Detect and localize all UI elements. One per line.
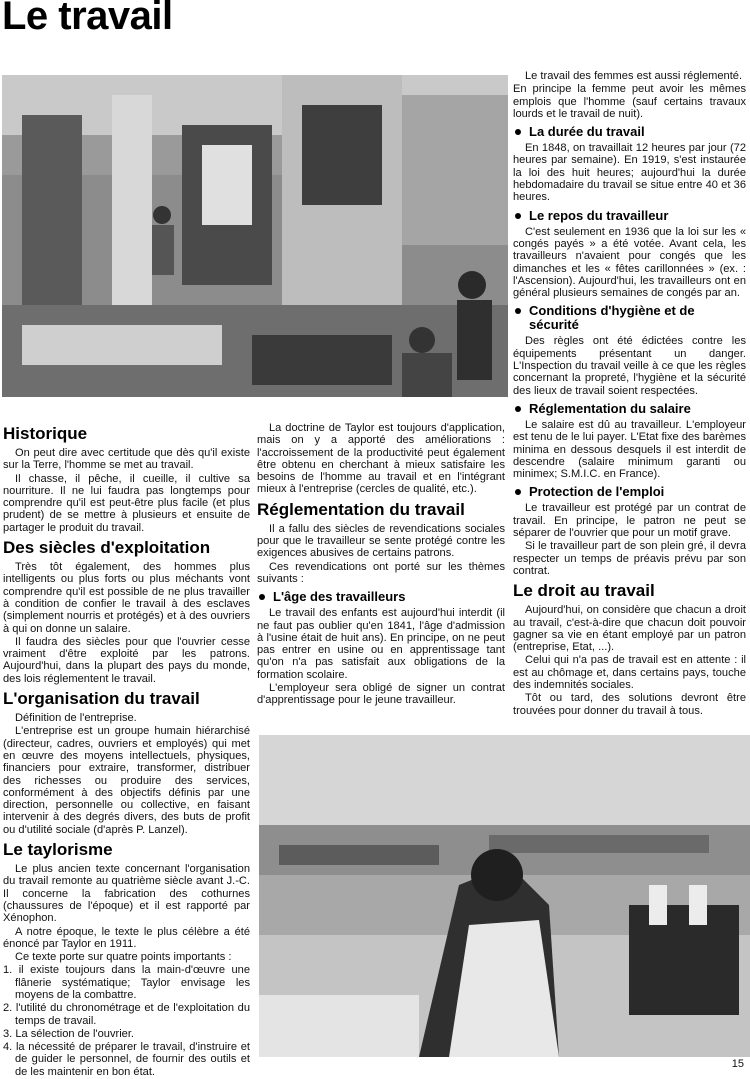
bullet-icon (515, 129, 521, 135)
paragraph: Il faudra des siècles pour que l'ouvrier cesse vraiment d'être exploité par les patrons. Aujourd'hui, dans la plupart des pays du monde, des lois réglementent le travail. (3, 635, 250, 685)
paragraph: Il a fallu des siècles de revendications sociales pour que le travailleur se sente protégé contre les exigences abusives de certains patrons. (257, 522, 505, 560)
column-middle (257, 422, 505, 708)
taylor-points-list (3, 964, 250, 1078)
paragraph: Tôt ou tard, des solutions devront être trouvées pour donner du travail à tous. (513, 692, 746, 717)
paragraph: Si le travailleur part de son plein gré, il devra respecter un temps de préavis prévu par son contrat. (513, 540, 746, 577)
subheading-age: L'âge des travailleurs (257, 590, 505, 604)
paragraph: A notre époque, le texte le plus célèbre a été énoncé par Taylor en 1911. (3, 925, 250, 950)
paragraph: Ces revendications ont porté sur les thèmes suivants : (257, 560, 505, 585)
list-item: 1. il existe toujours dans la main-d'œuvre une flânerie systématique; Taylor envisage les moyens de la combattre. (3, 964, 250, 1001)
subheading-repos: Le repos du travailleur (513, 209, 746, 223)
paragraph: En 1848, on travaillait 12 heures par jour (72 heures par semaine). En 1919, s'est instaurée la loi des huit heures; aujourd'hui la durée hebdomadaire du travail se situe entre 40 et 36 heures. (513, 142, 746, 204)
page-number: 15 (731, 1058, 744, 1070)
list-item: 2. l'utilité du chronométrage et de l'exploitation du temps de travail. (3, 1002, 250, 1027)
paragraph: La doctrine de Taylor est toujours d'application, mais on y a apporté des améliorations : l'accroissement de la productivité peut également être obtenu en cherchant à mieux satisfaire les besoins de l'homme au travail et en l'intégrant mieux à l'entreprise (cercles de qualité, etc.). (257, 422, 505, 496)
seamstress-photo (259, 735, 750, 1057)
bullet-icon (515, 213, 521, 219)
paragraph: Le travail des enfants est aujourd'hui interdit (il ne faut pas oublier qu'en 1841, l'âge d'admission à l'usine était de huit ans). En principe, on ne peut pas entrer en usine ou en apprentissage tant qu'on n'a pas satisfait aux obligations de la formation scolaire. (257, 607, 505, 681)
heading-droit: Le droit au travail (513, 581, 655, 601)
paragraph: On peut dire avec certitude que dès qu'il existe sur la Terre, l'homme se met au travail. (3, 447, 250, 472)
list-item: 4. la nécessité de préparer le travail, d'instruire et de guider le personnel, de fournir des outils et de les maintenir en bon état. (3, 1041, 250, 1078)
paragraph: Très tôt également, des hommes plus intelligents ou plus forts ou plus méchants vont comprendre qu'il est possible de ne plus travailler à condition de confier le travail à des esclaves (simplement nourris et protégés) et à des ouvriers à qui on donne un salaire. (3, 561, 250, 635)
column-left (3, 420, 250, 1079)
paragraph: En principe la femme peut avoir les mêmes emplois que l'homme (sauf certains travaux lourds et le travail de nuit). (513, 83, 746, 120)
paragraph: Il chasse, il pêche, il cueille, il cultive sa nourriture. Il ne lui faudra pas longtemps pour comprendre qu'il est peut-être plus facile (et plus prudent) de se mettre à plusieurs et ensuite de partager le produit du travail. (3, 472, 250, 534)
paragraph: L'employeur sera obligé de signer un contrat d'apprentissage pour le jeune travailleur. (257, 682, 505, 707)
column-right (513, 70, 746, 718)
paragraph: Ce texte porte sur quatre points importants : (15, 951, 232, 964)
heading-reglementation: Réglementation du travail (257, 499, 465, 519)
paragraph: Le travail des femmes est aussi réglementé. (525, 70, 743, 82)
list-item: 3. La sélection de l'ouvrier. (3, 1027, 135, 1040)
paragraph: Le plus ancien texte concernant l'organisation du travail remonte au quatrième siècle avant J.-C. Il concerne la fabrication des cothurnes (chaussures de l'époque) et il est rapporté par Xénophon. (3, 863, 250, 925)
paragraph: Le travailleur est protégé par un contrat de travail. En principe, le patron ne peut se séparer de l'ouvrier que pour un motif grave. (513, 502, 746, 540)
heading-taylorisme: Le taylorisme (3, 840, 113, 860)
subheading-salaire: Réglementation du salaire (513, 402, 746, 416)
paragraph: Définition de l'entreprise. (15, 712, 137, 725)
subheading-duree: La durée du travail (513, 125, 746, 139)
paragraph: Aujourd'hui, on considère que chacun a droit au travail, c'est-à-dire que chacun doit pouvoir gagner sa vie en étant employé par un patron (entreprise, Etat, ...). (513, 604, 746, 654)
heading-organisation: L'organisation du travail (3, 689, 200, 709)
paragraph: C'est seulement en 1936 que la loi sur les « congés payés » a été votée. Avant cela, les travailleurs n'avaient pour congés que les dimanches et les « fêtes carillonnées » (ex. : l'Ascension). Aujourd'hui, les travailleurs ont en général plusieurs semaines de congés par an. (513, 225, 746, 300)
bullet-icon (259, 594, 265, 600)
page-title: Le travail (2, 0, 173, 38)
paragraph: Celui qui n'a pas de travail est en attente : il est au chômage et, dans certains pays, touche des indemnités sociales. (513, 654, 746, 691)
bullet-icon (515, 308, 521, 314)
bullet-icon (515, 489, 521, 495)
paragraph: Le salaire est dû au travailleur. L'employeur est tenu de le lui payer. L'Etat fixe des barèmes minima en dessous desquels il est interdit de descendre (salaire minimum garanti ou minimex; S.M.I.C. en France). (513, 418, 746, 481)
subheading-protection: Protection de l'emploi (513, 485, 746, 499)
paragraph: Des règles ont été édictées contre les équipements présentant un danger. L'Inspection du travail veille à ce que les règles concernant la propreté, l'hygiène et la sécurité des lieux de travail soient respectées. (513, 335, 746, 397)
heading-siecles: Des siècles d'exploitation (3, 538, 211, 558)
bullet-icon (515, 406, 521, 412)
subheading-hygiene: Conditions d'hygiène et de sécurité (513, 304, 746, 332)
heading-historique: Historique (3, 424, 88, 443)
factory-photo (2, 75, 508, 397)
paragraph: L'entreprise est un groupe humain hiérarchisé (directeur, cadres, ouvriers et employés) qui met en œuvre des moyens intellectuels, physiques, financiers pour extraire, transformer, distribuer des richesses ou produire des services, conformément à des objectifs définis par une direction, personnelle ou collective, en faisant intervenir à des degrés divers, des buts de profit ou d'utilité sociale (d'après P. Lanzel). (3, 725, 250, 836)
